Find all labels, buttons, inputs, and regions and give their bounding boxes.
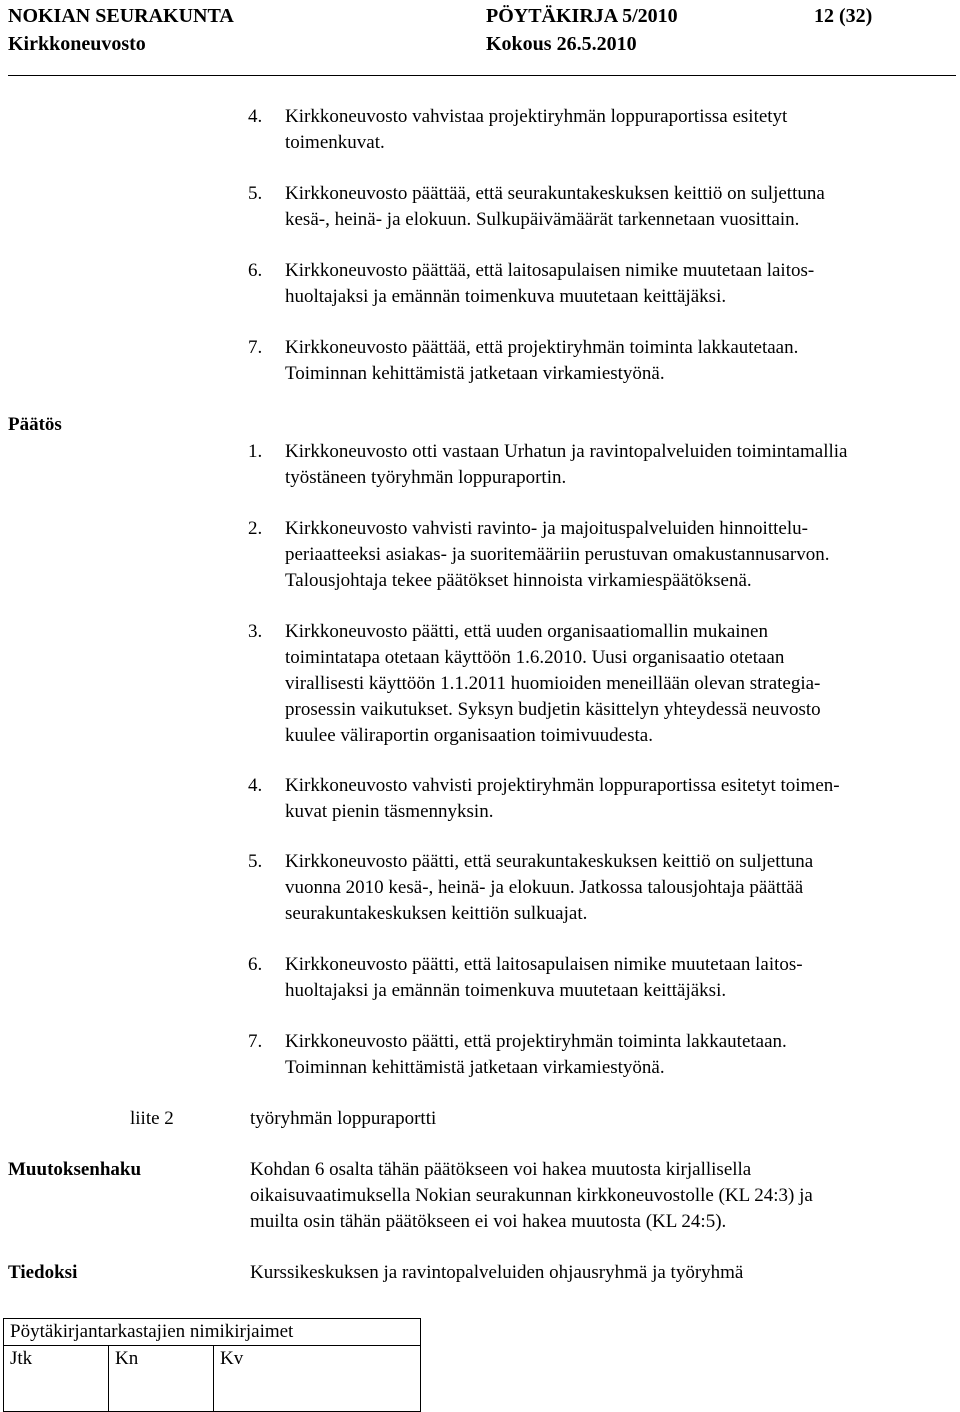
attachment-label: liite 2	[130, 1108, 174, 1129]
header-rule	[8, 75, 956, 76]
decision-item-1	[248, 439, 948, 491]
item-number: 1.	[248, 441, 263, 462]
item-text: Kirkkoneuvosto vahvistaa projektiryhmän loppuraportissa esitetyt toimenkuvat.	[285, 106, 788, 153]
signature-cell-kn: Kn	[109, 1346, 214, 1412]
item-text: Kirkkoneuvosto otti vastaan Urhatun ja ravintopalveluiden toimintamallia työstäneen työryhmän loppuraportin.	[285, 441, 848, 488]
appeal-text: Kohdan 6 osalta tähän päätökseen voi hakea muutosta kirjallisella oikaisuvaatimuksella Nokian seurakunnan kirkkoneuvostolle (KL 24:3) ja muilta osin tähän päätökseen ei voi hakea muutosta (KL 24:5).	[250, 1159, 813, 1232]
item-text: Kirkkoneuvosto päätti, että seurakuntakeskuksen keittiö on suljettuna vuonna 2010 kesä-, heinä- ja elokuun. Jatkossa talousjohtaja päättää seurakuntakeskuksen keittiön sulkuajat.	[285, 851, 814, 924]
item-number: 2.	[248, 518, 263, 539]
item-text: Kirkkoneuvosto päätti, että laitosapulaisen nimike muutetaan laitos- huoltajaksi ja emännän toimenkuva muutetaan keittäjäksi.	[285, 954, 803, 1001]
item-text: Kirkkoneuvosto päättää, että seurakuntakeskuksen keittiö on suljettuna kesä-, heinä- ja elokuun. Sulkupäivämäärät tarkennetaan vuosittain.	[285, 183, 825, 230]
item-text: Kirkkoneuvosto päättää, että projektiryhmän toiminta lakkautetaan. Toiminnan kehittämistä jatketaan virkamiestyönä.	[285, 337, 799, 384]
item-number: 5.	[248, 183, 263, 204]
header-meeting: Kokous 26.5.2010	[486, 33, 637, 55]
decision-item-6	[248, 952, 948, 1004]
signature-title: Pöytäkirjantarkastajien nimikirjaimet	[4, 1319, 421, 1346]
decision-item-7	[248, 1029, 948, 1081]
item-number: 3.	[248, 621, 263, 642]
item-text: Kirkkoneuvosto päätti, että uuden organisaatiomallin mukainen toimintatapa otetaan käyttöön 1.6.2010. Uusi organisaatio otetaan virallisesti käyttöön 1.1.2011 huomioiden meneillään olevan strategia- prosessin vaikutukset. Syksyn budjetin käsittelyn yhteydessä neuvosto kuulee väliraportin organisaation toimivuudesta.	[285, 621, 821, 746]
header-doc: PÖYTÄKIRJA 5/2010	[486, 5, 678, 27]
item-number: 7.	[248, 1031, 263, 1052]
notice-label: Tiedoksi	[8, 1262, 78, 1283]
item-text: Kirkkoneuvosto vahvisti projektiryhmän loppuraportissa esitetyt toimen- kuvat pienin täsmennyksin.	[285, 775, 840, 822]
appeal-label: Muutoksenhaku	[8, 1159, 142, 1180]
signature-cell-kv: Kv	[214, 1346, 421, 1412]
decision-item-5	[248, 849, 948, 927]
decision-item-2	[248, 516, 948, 594]
header-org: NOKIAN SEURAKUNTA	[8, 5, 234, 27]
signature-table	[3, 1318, 421, 1412]
proposal-item-7	[248, 335, 948, 387]
notice-text: Kurssikeskuksen ja ravintopalveluiden ohjausryhmä ja työryhmä	[250, 1262, 744, 1283]
signature-cell-jtk: Jtk	[4, 1346, 109, 1412]
item-number: 4.	[248, 775, 263, 796]
header-body: Kirkkoneuvosto	[8, 33, 146, 55]
item-text: Kirkkoneuvosto päättää, että laitosapulaisen nimike muutetaan laitos- huoltajaksi ja emännän toimenkuva muutetaan keittäjäksi.	[285, 260, 815, 307]
proposal-item-6	[248, 258, 948, 310]
proposal-item-4	[248, 104, 948, 156]
header-page: 12 (32)	[814, 5, 873, 27]
item-number: 4.	[248, 106, 263, 127]
item-number: 5.	[248, 851, 263, 872]
attachment-text: työryhmän loppuraportti	[250, 1108, 437, 1129]
item-number: 6.	[248, 954, 263, 975]
decision-item-3	[248, 619, 948, 749]
item-number: 7.	[248, 337, 263, 358]
item-text: Kirkkoneuvosto päätti, että projektiryhmän toiminta lakkautetaan. Toiminnan kehittämistä jatketaan virkamiestyönä.	[285, 1031, 787, 1078]
item-text: Kirkkoneuvosto vahvisti ravinto- ja majoituspalveluiden hinnoittelu- periaatteeksi asiakas- ja suoritemääriin perustuvan omakustannusarvon. Talousjohtaja tekee päätökset hinnoista virkamiespäätöksenä.	[285, 518, 830, 591]
item-number: 6.	[248, 260, 263, 281]
decision-item-4	[248, 773, 948, 825]
proposal-item-5	[248, 181, 948, 233]
decision-label: Päätös	[8, 414, 62, 435]
